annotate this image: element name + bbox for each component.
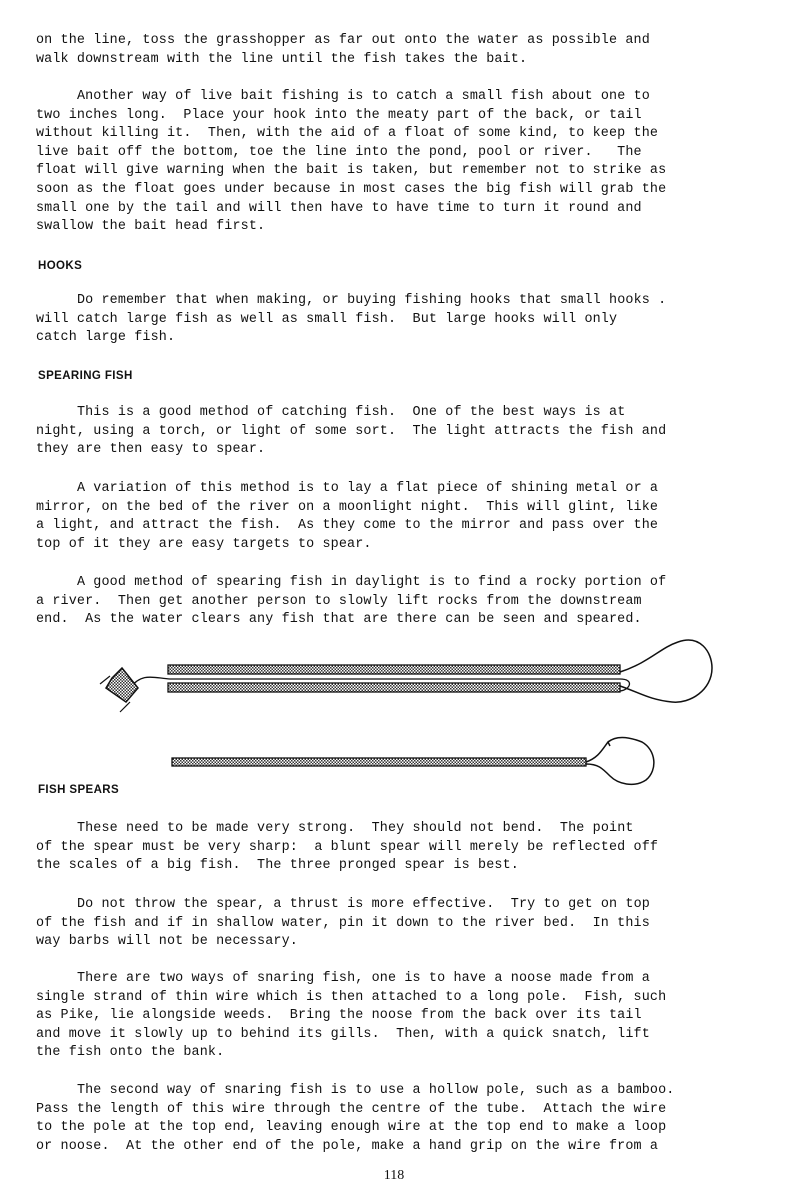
hand-grip-icon	[100, 668, 138, 712]
paragraph-grasshopper: on the line, toss the grasshopper as far out onto the water as possible and walk downstream with the line until the fish takes the bait.	[36, 33, 650, 67]
paragraph-snaring-hollow-pole: The second way of snaring fish is to use a hollow pole, such as a bamboo. Pass the length of this wire through the centre of the tube. Attach the wire to the pole at the top end, leaving enough wire at the top end to make a loop or noose. At the other end of the pole, make a hand grip on the wire from a	[36, 1083, 675, 1154]
heading-spearing-fish: SPEARING FISH	[38, 370, 133, 382]
page-number: 118	[383, 1168, 405, 1183]
noose-loop-lower	[586, 737, 654, 784]
paragraph-spearing-night: This is a good method of catching fish. One of the best ways is at night, using a torch, or light of some sort. The light attracts the fish and they are then easy to spear.	[36, 405, 667, 458]
paragraph-spear-strength: These need to be made very strong. They should not bend. The point of the spear must be very sharp: a blunt spear will merely be reflected off the scales of a big fish. The three pronged spear is best.	[36, 821, 659, 874]
heading-fish-spears: FISH SPEARS	[38, 784, 120, 796]
snare-illustration	[90, 628, 730, 798]
paragraph-snaring-noose: There are two ways of snaring fish, one is to have a noose made from a single strand of thin wire which is then attached to a long pole. Fish, such as Pike, lie alongside weeds. Bring the noose from the back over its tail and move it slowly up to behind its gills. Then, with a quick snatch, lift the fish onto the bank.	[36, 971, 667, 1061]
paragraph-daylight: A good method of spearing fish in daylight is to find a rocky portion of a river. Then get another person to slowly lift rocks from the downstream end. As the water clears any fish that are there can be seen and speared.	[36, 575, 667, 628]
long-pole	[172, 758, 586, 766]
paragraph-mirror: A variation of this method is to lay a flat piece of shining metal or a mirror, on the bed of the river on a moonlight night. This will glint, like a light, and attract the fish. As they come to the mirror and pass over the top of it they are easy targets to spear.	[36, 481, 659, 552]
noose-loop-upper	[620, 640, 712, 702]
paragraph-thrust: Do not throw the spear, a thrust is more effective. Try to get on top of the fish and if in shallow water, pin it down to the river bed. In this way barbs will not be necessary.	[36, 897, 650, 950]
paragraph-hooks: Do remember that when making, or buying fishing hooks that small hooks . will catch large fish as well as small fish. But large hooks will only catch large fish.	[36, 293, 667, 346]
paragraph-live-bait: Another way of live bait fishing is to catch a small fish about one to two inches long. Place your hook into the meaty part of the back, or tail without killing it. Then, with the aid of a float of some kind, to keep the live bait off the bottom, toe the line into the pond, pool or river. The float will give warning when the bait is taken, but remember not to strike as soon as the float goes under because in most cases the big fish will grab the small one by the tail and will then have to have time to turn it round and swallow the bait head first.	[36, 89, 667, 235]
heading-hooks: HOOKS	[38, 260, 83, 272]
